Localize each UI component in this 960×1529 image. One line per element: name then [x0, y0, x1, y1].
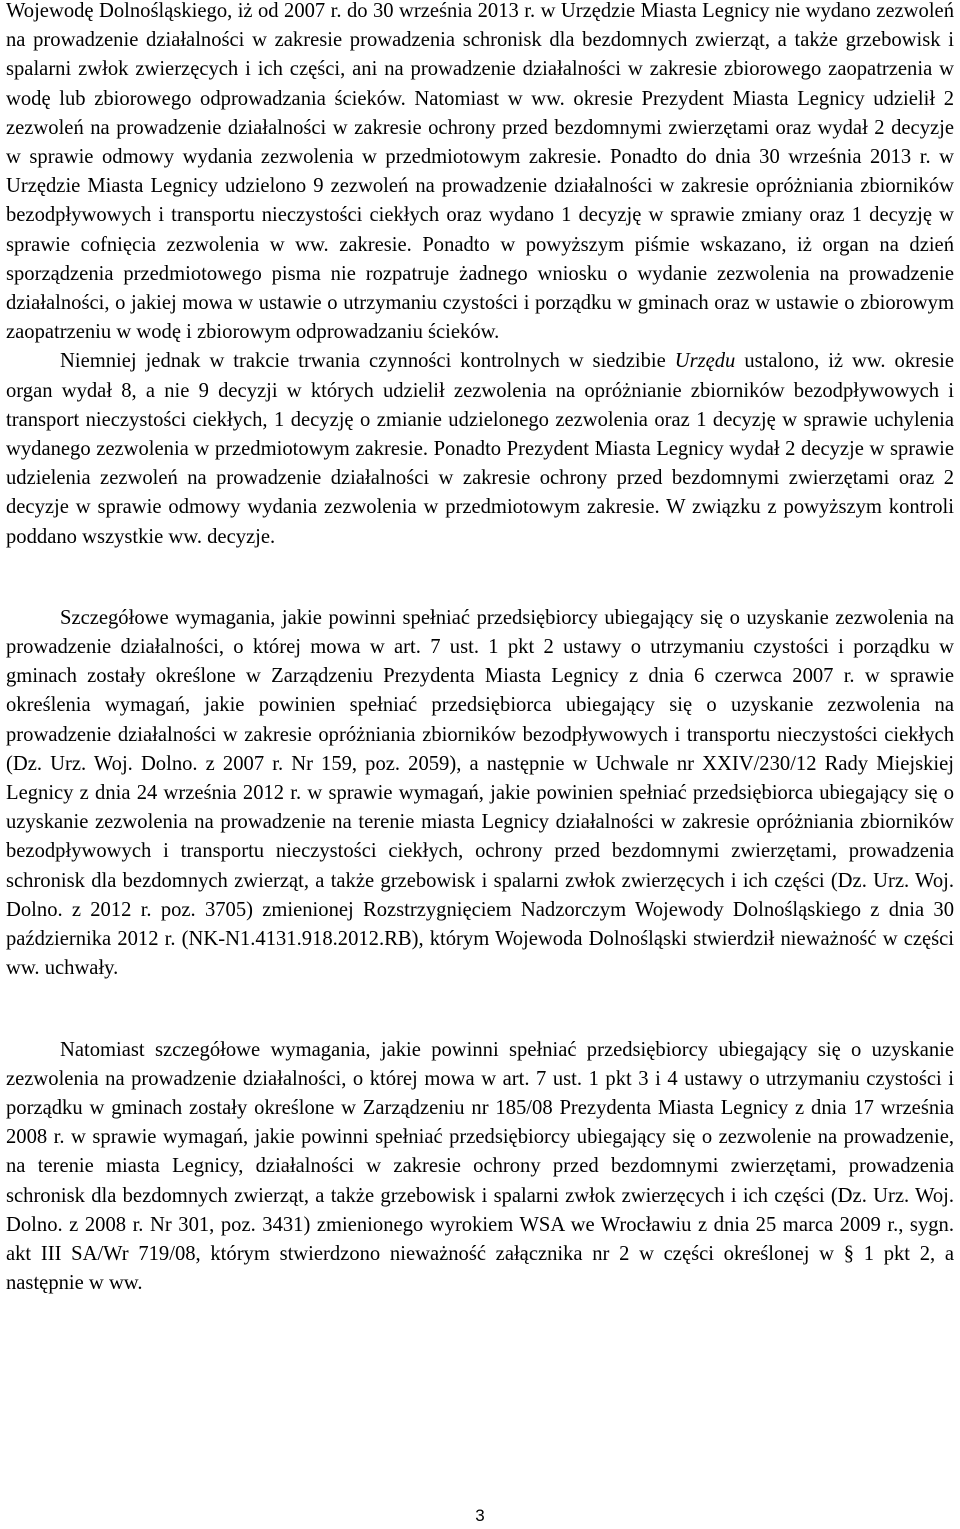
- paragraph-findings: [6, 347, 954, 551]
- paragraph-continuation: Wojewodę Dolnośląskiego, iż od 2007 r. do 30 września 2013 r. w Urzędzie Miasta Legnicy nie wydano zezwoleń na prowadzenie działalności w zakresie prowadzenia schronisk dla bezdomnych zwierząt, a także grzebowisk i spalarni zwłok zwierzęcych i ich części, ani na prowadzenie działalności w zakresie zbiorowego zaopatrzenia w wodę lub zbiorowego odprowadzania ścieków. Natomiast w ww. okresie Prezydent Miasta Legnicy udzielił 2 zezwoleń na prowadzenie działalności w zakresie ochrony przed bezdomnymi zwierzętami oraz wydał 2 decyzje w sprawie odmowy wydania zezwolenia w przedmiotowym zakresie. Ponadto do dnia 30 września 2013 r. w Urzędzie Miasta Legnicy udzielono 9 zezwoleń na prowadzenie działalności w zakresie opróżniania zbiorników bezodpływowych i transportu nieczystości ciekłych oraz wydano 1 decyzję w sprawie zmiany oraz 1 decyzję w sprawie cofnięcia zezwolenia w ww. zakresie. Ponadto w powyższym piśmie wskazano, iż organ na dzień sporządzenia przedmiotowego pisma nie rozpatruje żadnego wniosku o wydanie zezwolenia na prowadzenie działalności, o jakiej mowa w ustawie o utrzymaniu czystości i porządku w gminach oraz w ustawie o zbiorowym zaopatrzeniu w wodę i zbiorowym odprowadzaniu ścieków.: [6, 0, 954, 344]
- paragraph-spacer: [6, 984, 954, 1036]
- document-page: [6, 0, 954, 1298]
- paragraph-findings-italic: Urzędu: [674, 350, 736, 373]
- paragraph-requirements-pkt2: Szczegółowe wymagania, jakie powinni spełniać przedsiębiorcy ubiegający się o uzyskanie zezwolenia na prowadzenie działalności, o której mowa w art. 7 ust. 1 pkt 2 ustawy o utrzymaniu czystości i porządku w gminach zostały określone w Zarządzeniu Prezydenta Miasta Legnicy z dnia 6 czerwca 2007 r. w sprawie określenia wymagań, jakie powinien spełniać przedsiębiorca ubiegający się o uzyskanie zezwolenia na prowadzenie działalności w zakresie opróżniania zbiorników bezodpływowych i transportu nieczystości ciekłych (Dz. Urz. Woj. Dolno. z 2007 r. Nr 159, poz. 2059), a następnie w Uchwale nr XXIV/230/12 Rady Miejskiej Legnicy z dnia 24 września 2012 r. w sprawie wymagań, jakie powinien spełniać przedsiębiorca ubiegający się o uzyskanie zezwolenia na prowadzenie na terenie miasta Legnicy działalności w zakresie opróżniania zbiorników bezodpływowych i transportu nieczystości ciekłych, ochrony przed bezdomnymi zwierzętami, prowadzenia schronisk dla bezdomnych zwierząt, a także grzebowisk i spalarni zwłok zwierzęcych i ich części (Dz. Urz. Woj. Dolno. z 2012 r. poz. 3705) zmienionej Rozstrzygnięciem Nadzorczym Wojewody Dolnośląskiego z dnia 30 października 2012 r. (NK-N1.4131.918.2012.RB), którym Wojewoda Dolnośląski stwierdził nieważność w części ww. uchwały.: [6, 606, 954, 980]
- paragraph-findings-start: Niemniej jednak w trakcie trwania czynności kontrolnych w siedzibie: [60, 350, 675, 373]
- paragraph-requirements-pkt3-4: Natomiast szczegółowe wymagania, jakie powinni spełniać przedsiębiorcy ubiegający się o uzyskanie zezwolenia na prowadzenie działalności, o której mowa w art. 7 ust. 1 pkt 3 i 4 ustawy o utrzymaniu czystości i porządku w gminach zostały określone w Zarządzeniu nr 185/08 Prezydenta Miasta Legnicy z dnia 17 września 2008 r. w sprawie wymagań, jakie powinni spełniać przedsiębiorcy ubiegający się o zezwolenie na prowadzenie, na terenie miasta Legnicy, działalności w zakresie ochrony przed bezdomnymi zwierzętami, prowadzenia schronisk dla bezdomnych zwierząt, a także grzebowisk i spalarni zwłok zwierzęcych i ich części (Dz. Urz. Woj. Dolno. z 2008 r. Nr 301, poz. 3431) zmienionego wyrokiem WSA we Wrocławiu z dnia 25 marca 2009 r., sygn. akt III SA/Wr 719/08, którym stwierdzono nieważność załącznika nr 2 w części określonej w § 1 pkt 2, a następnie w ww.: [6, 1038, 954, 1295]
- page-number: 3: [475, 1506, 485, 1525]
- paragraph-spacer: [6, 552, 954, 604]
- paragraph-findings-end: ustalono, iż ww. okresie organ wydał 8, a nie 9 decyzji w których udzielił zezwolenia na opróżnianie zbiorników bezodpływowych i transport nieczystości ciekłych, 1 decyzję o zmianie udzielonego zezwolenia oraz 1 decyzję w sprawie uchylenia wydanego zezwolenia w przedmiotowym zakresie. Ponadto Prezydent Miasta Legnicy wydał 2 decyzje w sprawie udzielenia zezwoleń na prowadzenie działalności w zakresie ochrony przed bezdomnymi zwierzętami oraz 2 decyzje w sprawie odmowy wydania zezwolenia w przedmiotowym zakresie. W związku z powyższym kontroli poddano wszystkie ww. decyzje.: [6, 350, 955, 548]
